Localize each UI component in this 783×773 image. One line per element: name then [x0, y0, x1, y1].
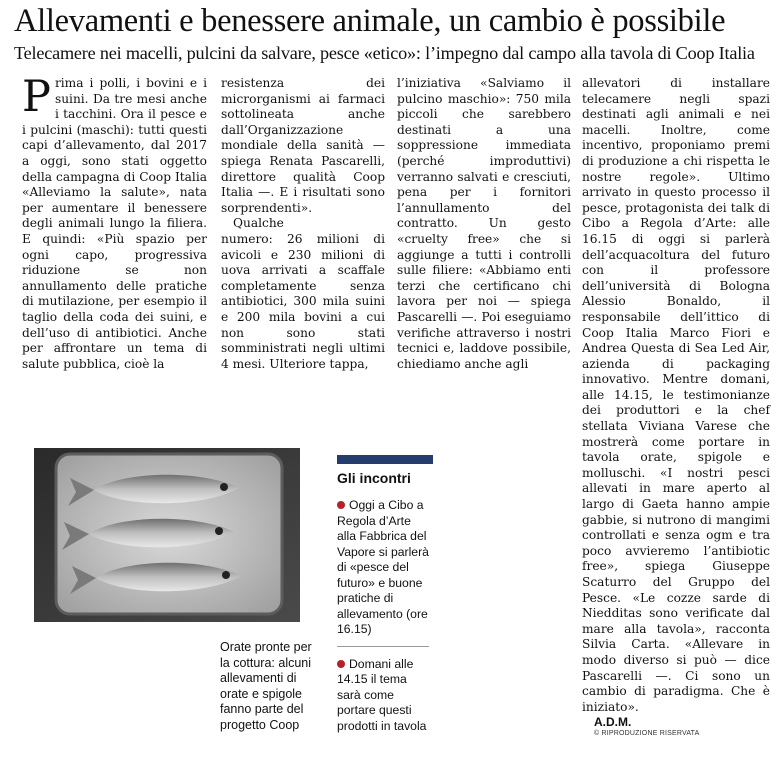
article-column-4: [582, 76, 770, 738]
article-paragraph-1-continued: resistenza dei microrganismi ai farmaci sottolineata anche dall’Organizzazione mondiale della sanità — spiega Renata Pascarelli, direttore qualità Coop Italia —. E i risultati sono sorprendenti».: [221, 76, 385, 215]
copyright-notice: © RIPRODUZIONE RISERVATA: [594, 730, 700, 738]
article-column-1: [22, 72, 207, 381]
bullet-icon: [337, 660, 345, 668]
article-paragraph-2-continued-continued: l’iniziativa «Salviamo il pulcino maschio»: 750 mila piccoli che sarebbero destinati a una soppressione immediata (perché improduttivi) verranno salvati e cresciuti, pena per i fornitori l’annullamento del contratto. Un gesto «cruelty free» che si aggiunge a tutti i controlli sulle filiere: «Abbiamo enti terzi che certificano chi lavora per noi — spiega Pascarelli —. Poi eseguiamo verifiche attraverso i nostri tecnici e, laddove possibile, chiediamo anche agli: [397, 76, 571, 371]
article-paragraph-2-continued: numero: 26 milioni di avicoli e 230 milioni di uova arrivati a scaffale completamente senza antibiotici, 300 mila suini e 200 mila bovini a cui non sono stati somministrati negli ultimi 4 mesi. Ulteriore tappa,: [221, 231, 385, 371]
article-paragraph-1: [22, 72, 207, 372]
article-paragraph-2: Qualche: [233, 216, 284, 231]
headline: Allevamenti e benessere animale, un cambio è possibile: [14, 3, 726, 39]
sidebar-accent-bar: [337, 455, 433, 464]
sidebar-events: [337, 455, 433, 734]
dropcap: P: [22, 72, 51, 122]
sidebar-item-tomorrow: [337, 657, 433, 735]
sidebar-item-text: Oggi a Cibo a Regola d’Arte alla Fabbrica del Vapore si parlerà di «pesce del futuro» e buone pratiche di allevamento (ore 16.15): [337, 498, 429, 636]
article-paragraph-1-text: rima i polli, i bovini e i suini. Da tre mesi anche i tacchini. Ora il pesce e i pulcini (maschi): tutti questi capi d’allevamento, dal 2017 a oggi, sono stati oggetto della campagna di Coop Italia «Alleviamo la salute», nata per aumentare il benessere degli animali lungo la filiera. E quindi: «Più spazio per ogni capo, progressiva riduzione se non annullamento delle pratiche di mutilazione, per esempio il taglio della coda dei suini, e dell’uso di antibiotici. Anche per affrontare un tema di salute pubblica, cioè la: [22, 76, 207, 371]
sidebar-item-today: [337, 498, 433, 638]
sidebar-item-text: Domani alle 14.15 il tema sarà come portare questi prodotti in tavola: [337, 656, 427, 733]
fish-photo: [34, 448, 300, 622]
photo-caption: Orate pronte per la cottura: alcuni allevamenti di orate e spigole fanno parte del progetto Coop: [220, 640, 312, 732]
author-signature: A.D.M.: [594, 715, 632, 730]
bullet-icon: [337, 501, 345, 509]
sidebar-title: Gli incontri: [337, 470, 411, 486]
subheadline: Telecamere nei macelli, pulcini da salvare, pesce «etico»: l’impegno dal campo alla tavola di Coop Italia: [14, 43, 755, 63]
sidebar-divider: [337, 646, 429, 647]
article-column-2: [221, 76, 385, 381]
fish-tray-image: [34, 448, 300, 622]
article-paragraph-2-continued-continued-continued: allevatori di installare telecamere negli spazi destinati agli animali e nei macelli. Inoltre, come incentivo, proponiamo premi di produzione a chi rispetta le nostre regole». Ultimo arrivato in questo processo il pesce, protagonista dei talk di Cibo a Regola d’Arte: alle 16.15 di oggi si parlerà dell’acquacoltura del futuro con il professore dell’università di Bologna Alessio Bonaldo, il responsabile dell’ittico di Coop Italia Marco Fiori e Andrea Questa di Sea Led Air, azienda di packaging innovativo. Mentre domani, alle 14.15, le testimonianze dei produttori e la chef stellata Viviana Varese che mostrerà come portare in tavola orate, spigole e molluschi. «I nostri pesci allevati in mare aperto al largo di Gaeta hanno ampie gabbie, si nutrono di mangimi controllati e senza ogm e tra poco avvieremo l’antibiotic free», spiega Giuseppe Scaturro del Gruppo del Pesce. «Le cozze sarde di Niedditas sono verificate dal mare alla tavola», racconta Silvia Carta. «Allevare in modo diverso si può — dice Pascarelli —. Ci sono un cambio di paradigma. Che è iniziato».: [582, 76, 770, 714]
article-column-3: [397, 76, 571, 381]
